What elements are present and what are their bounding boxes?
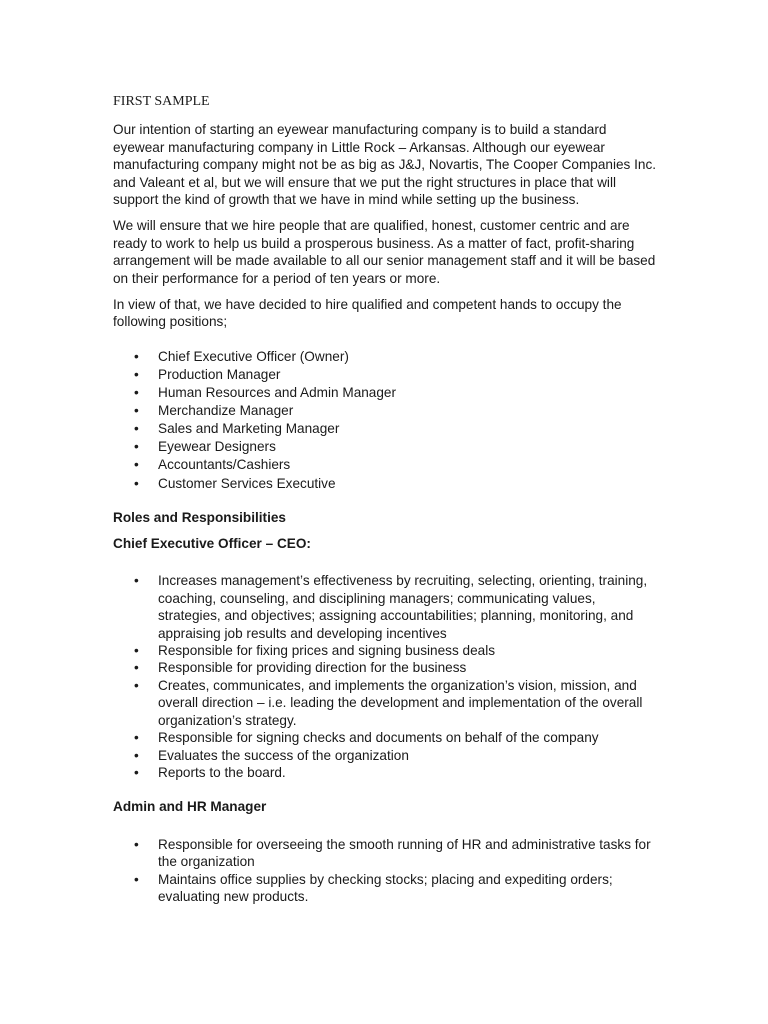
- bullet-icon: •: [134, 871, 139, 887]
- responsibility-text: Evaluates the success of the organization: [158, 747, 409, 763]
- bullet-icon: •: [134, 385, 139, 401]
- admin-hr-heading: Admin and HR Manager: [113, 799, 267, 815]
- admin-responsibilities-list: [113, 836, 658, 906]
- list-item: [113, 366, 658, 384]
- positions-intro-paragraph: In view of that, we have decided to hire qualified and competent hands to occupy the following positions;: [113, 297, 622, 330]
- bullet-icon: •: [134, 475, 139, 491]
- bullet-icon: •: [134, 836, 139, 852]
- ceo-responsibilities-list: [113, 572, 658, 781]
- responsibility-text: Responsible for overseeing the smooth running of HR and administrative tasks for the organization: [158, 836, 651, 870]
- position-label: Customer Services Executive: [158, 475, 336, 491]
- position-label: Chief Executive Officer (Owner): [158, 348, 349, 364]
- bullet-icon: •: [134, 643, 139, 659]
- position-label: Accountants/Cashiers: [158, 457, 291, 473]
- list-item: [113, 475, 658, 493]
- position-label: Human Resources and Admin Manager: [158, 385, 397, 401]
- bullet-icon: •: [134, 747, 139, 763]
- list-item: [113, 420, 658, 438]
- list-item: [113, 677, 658, 729]
- bullet-icon: •: [134, 677, 139, 693]
- list-item: [113, 348, 658, 366]
- bullet-icon: •: [134, 764, 139, 780]
- list-item: [113, 764, 658, 781]
- position-label: Production Manager: [158, 366, 281, 382]
- bullet-icon: •: [134, 439, 139, 455]
- document-title: FIRST SAMPLE: [113, 94, 210, 109]
- list-item: [113, 659, 658, 676]
- bullet-icon: •: [134, 573, 139, 589]
- list-item: [113, 729, 658, 746]
- intro-paragraph: Our intention of starting an eyewear manufacturing company is to build a standard eyewear manufacturing company in Little Rock – Arkansas. Although our eyewear manufacturing company might not be as big as J&J, Novartis, The Cooper Companies Inc. and Valeant et al, but we will ensure that we put the right structures in place that will support the kind of growth that we have in mind while setting up the business.: [113, 122, 657, 208]
- position-label: Merchandize Manager: [158, 403, 294, 419]
- list-item: [113, 871, 658, 906]
- bullet-icon: •: [134, 730, 139, 746]
- responsibility-text: Responsible for fixing prices and signing business deals: [158, 643, 496, 659]
- bullet-icon: •: [134, 457, 139, 473]
- ceo-heading: Chief Executive Officer – CEO:: [113, 536, 311, 552]
- responsibility-text: Maintains office supplies by checking stocks; placing and expediting orders; evaluating new products.: [158, 871, 613, 904]
- document-body: [113, 93, 658, 905]
- list-item: [113, 438, 658, 456]
- list-item: [113, 642, 658, 659]
- bullet-icon: •: [134, 421, 139, 437]
- responsibility-text: Creates, communicates, and implements the organization’s vision, mission, and overall direction – i.e. leading the development and implementation of the overall organization’s strategy.: [158, 677, 643, 728]
- list-item: [113, 572, 658, 642]
- list-item: [113, 456, 658, 474]
- position-label: Eyewear Designers: [158, 439, 276, 455]
- list-item: [113, 747, 658, 764]
- hiring-paragraph: We will ensure that we hire people that are qualified, honest, customer centric and are ready to work to help us build a prosperous business. As a matter of fact, profit-sharing arrangement will be made available to all our senior management staff and it will be based on their performance for a period of ten years or more.: [113, 218, 656, 286]
- responsibility-text: Reports to the board.: [158, 764, 286, 780]
- list-item: [113, 384, 658, 402]
- responsibility-text: Responsible for signing checks and documents on behalf of the company: [158, 730, 599, 746]
- bullet-icon: •: [134, 403, 139, 419]
- list-item: [113, 836, 658, 871]
- roles-heading: Roles and Responsibilities: [113, 509, 286, 525]
- bullet-icon: •: [134, 348, 139, 364]
- positions-list: [113, 348, 658, 493]
- responsibility-text: Increases management’s effectiveness by recruiting, selecting, orienting, training, coaching, counseling, and disciplining managers; communicating values, strategies, and objectives; assigning accountabilities; planning, monitoring, and appraising job results and developing incentives: [158, 573, 648, 641]
- list-item: [113, 402, 658, 420]
- position-label: Sales and Marketing Manager: [158, 421, 340, 437]
- bullet-icon: •: [134, 660, 139, 676]
- responsibility-text: Responsible for providing direction for the business: [158, 660, 467, 676]
- bullet-icon: •: [134, 366, 139, 382]
